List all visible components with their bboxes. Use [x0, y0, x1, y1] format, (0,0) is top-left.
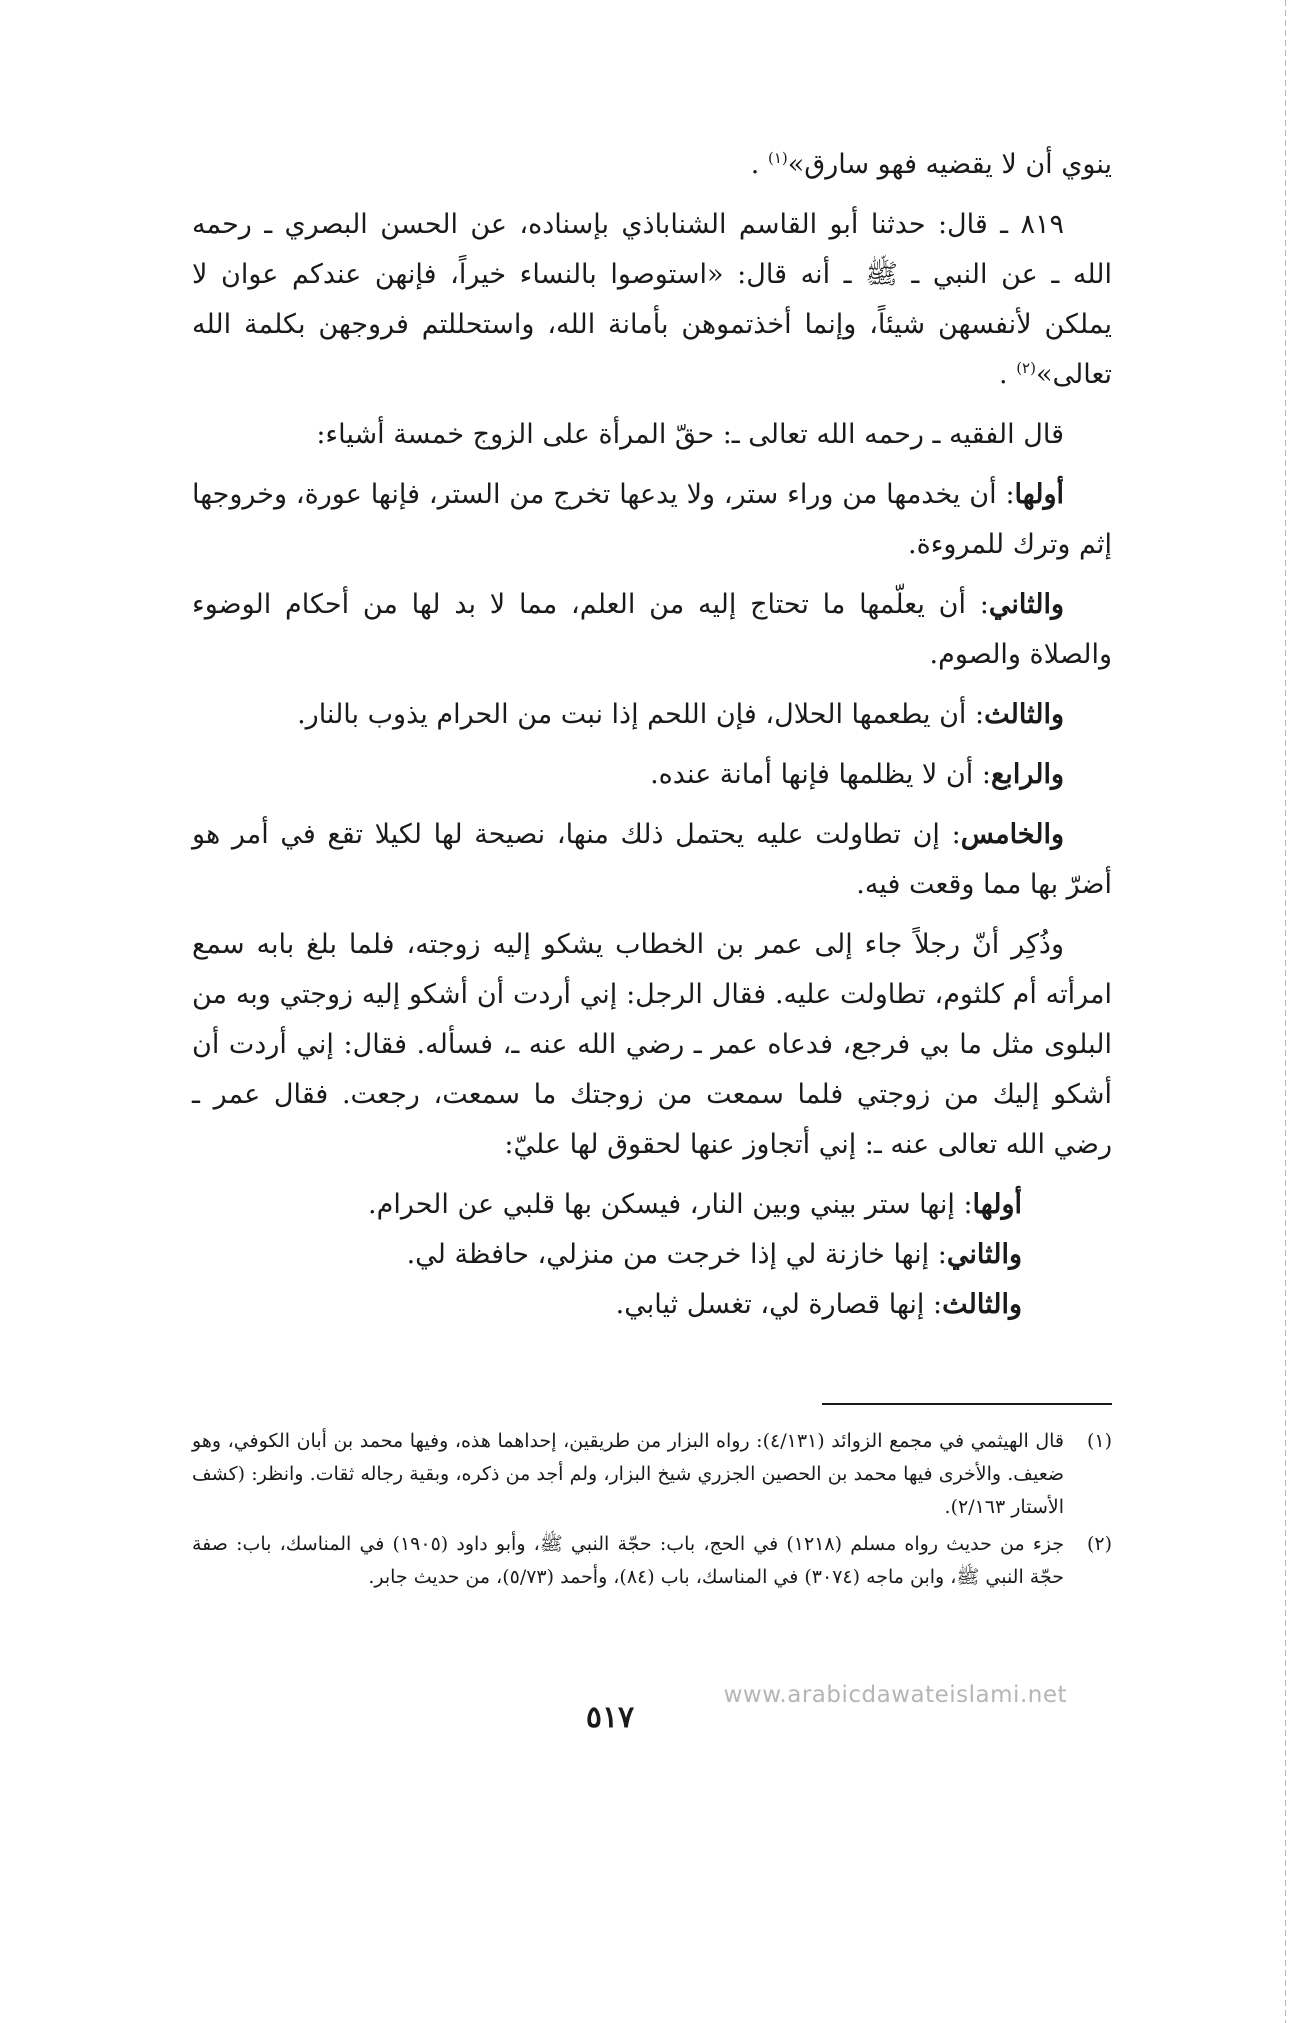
item-text: : أن يخدمها من وراء ستر، ولا يدعها تخرج من الستر، فإنها عورة، وخروجها إثم وترك للمروءة.: [192, 479, 1112, 560]
item-keyword: والرابع: [990, 759, 1064, 790]
item-keyword: والخامس: [960, 819, 1064, 850]
right-item-first: [192, 470, 1112, 570]
footnote-marker: (٢): [1016, 359, 1036, 377]
item-text: : إن تطاولت عليه يحتمل ذلك منها، نصيحة لها لكيلا تقع في أمر هو أضرّ بها مما وقعت فيه.: [192, 819, 1112, 900]
page-number: ٥١٧: [585, 1700, 635, 1735]
item-keyword: والثالث: [984, 699, 1064, 730]
paragraph-end: .: [999, 359, 1017, 390]
website-watermark: www.arabicdawateislami.net: [723, 1682, 1067, 1708]
scan-edge-line: [1285, 0, 1286, 2023]
right-item-fifth: [192, 810, 1112, 910]
right-item-fourth: [192, 750, 1112, 800]
paragraph-faqih-intro: قال الفقيه ـ رحمه الله تعالى ـ: حقّ المرأة على الزوج خمسة أشياء:: [316, 419, 1064, 450]
item-keyword: والثالث: [942, 1289, 1022, 1320]
paragraph-end: .: [750, 149, 768, 180]
right-item-third: [192, 690, 1112, 740]
item-keyword: أولها: [972, 1189, 1022, 1220]
item-keyword: والثاني: [988, 589, 1064, 620]
paragraph-text: ينوي أن لا يقضيه فهو سارق»: [787, 149, 1112, 180]
item-text: : إنها خازنة لي إذا خرجت من منزلي، حافظة لي.: [406, 1239, 947, 1270]
right-item-second: [192, 580, 1112, 680]
footnote-2: [192, 1528, 1112, 1594]
footnote-number: (٢): [1086, 1533, 1112, 1555]
item-text: : إنها قصارة لي، تغسل ثيابي.: [615, 1289, 943, 1320]
item-text: : أن يطعمها الحلال، فإن اللحم إذا نبت من الحرام يذوب بالنار.: [297, 699, 985, 730]
footnote-number: (١): [1086, 1430, 1112, 1452]
footnotes: [192, 1425, 1112, 1598]
paragraph-umar-story: وذُكِر أنّ رجلاً جاء إلى عمر بن الخطاب يشكو إليه زوجته، فلما بلغ بابه سمع امرأته أم كلثوم، تطاولت عليه. فقال الرجل: إني أردت أن أشكو إليه زوجتي وبه من البلوى مثل ما بي فرجع، فدعاه عمر ـ رضي الله عنه ـ، فسأله. فقال: إني أردت أن أشكو إليك من زوجتي فلما سمعت من زوجتك ما سمعت، رجعت. فقال عمر ـ رضي الله تعالى عنه ـ: إني أتجاوز عنها لحقوق لها عليّ:: [192, 929, 1112, 1160]
umar-reason-first: [192, 1180, 1022, 1230]
footnote-text: جزء من حديث رواه مسلم (١٢١٨) في الحج، باب: حجّة النبي ﷺ، وأبو داود (١٩٠٥) في المناسك، باب: صفة حجّة النبي ﷺ، وابن ماجه (٣٠٧٤) في المناسك، باب (٨٤)، وأحمد (٥/٧٣)، من حديث جابر.: [192, 1533, 1064, 1588]
item-keyword: أولها: [1014, 479, 1064, 510]
item-text: : أن لا يظلمها فإنها أمانة عنده.: [650, 759, 991, 790]
main-text: [192, 140, 1112, 1330]
footnote-1: [192, 1425, 1112, 1524]
paragraph-continuation: [192, 140, 1112, 190]
footnote-text: قال الهيثمي في مجمع الزوائد (٤/١٣١): رواه البزار من طريقين، إحداهما هذه، وفيها محمد بن أبان الكوفي، وهو ضعيف. والأخرى فيها محمد بن الحصين الجزري شيخ البزار، ولم أجد من ذكره، وبقية رجاله ثقات. وانظر: (كشف الأستار ٢/١٦٣).: [192, 1430, 1065, 1518]
item-text: : إنها ستر بيني وبين النار، فيسكن بها قلبي عن الحرام.: [368, 1189, 973, 1220]
footnote-separator: [822, 1403, 1112, 1405]
footnote-marker: (١): [767, 149, 788, 167]
umar-reason-third: [192, 1280, 1022, 1330]
item-text: : أن يعلّمها ما تحتاج إليه من العلم، مما لا بد لها من أحكام الوضوء والصلاة والصوم.: [192, 589, 1112, 670]
item-keyword: والثاني: [946, 1239, 1022, 1270]
umar-reason-second: [192, 1230, 1022, 1280]
umar-reasons-list: [192, 1180, 1022, 1330]
paragraph-hadith-819: [192, 200, 1112, 400]
paragraph-text: ٨١٩ ـ قال: حدثنا أبو القاسم الشناباذي بإسناده، عن الحسن البصري ـ رحمه الله ـ عن النبي ـ ﷺ ـ أنه قال: «استوصوا بالنساء خيراً، فإنهن عندكم عوان لا يملكن لأنفسهن شيئاً، وإنما أخذتموهن بأمانة الله، واستحللتم فروجهن بكلمة الله تعالى»: [192, 209, 1112, 390]
